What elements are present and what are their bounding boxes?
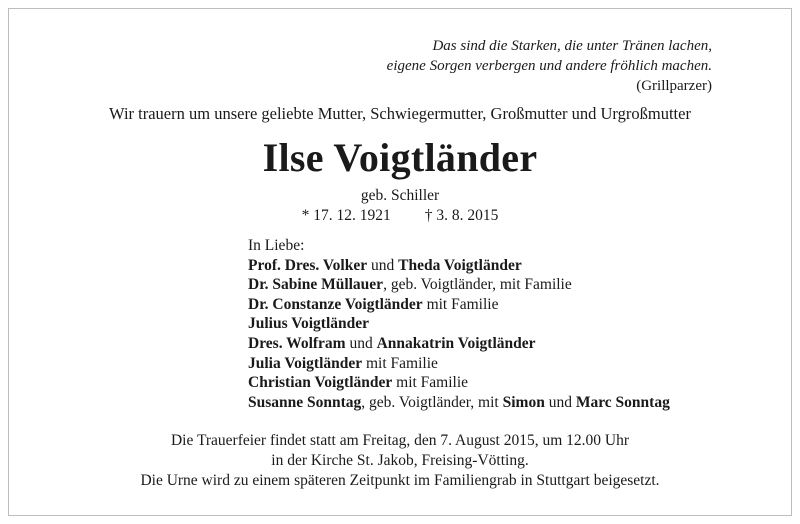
quote-line: eigene Sorgen verbergen und andere fröhlich machen.	[386, 58, 712, 74]
quote-line: Das sind die Starken, die unter Tränen lachen,	[432, 38, 712, 54]
mourner-text: und	[367, 256, 399, 274]
born-name: geb. Schiller	[360, 187, 440, 204]
mourner-name: Marc Sonntag	[575, 393, 670, 411]
mourner-name: Dr. Constanze Voigtländer	[248, 295, 423, 313]
mourner-name: Susanne Sonntag	[248, 393, 362, 411]
mourner-name: Julius Voigtländer	[248, 315, 370, 333]
mourner-row	[248, 354, 670, 374]
mourner-name: Theda Voigtländer	[398, 256, 522, 274]
mourner-row	[248, 334, 670, 354]
mourners-heading: In Liebe:	[248, 237, 305, 254]
mourner-name: Simon	[502, 393, 545, 411]
mourner-row	[248, 393, 670, 413]
death-date: † 3. 8. 2015	[424, 207, 499, 224]
mourners-list	[248, 236, 670, 412]
burial-line: Die Urne wird zu einem späteren Zeitpunkt im Familiengrab in Stuttgart beigesetzt.	[140, 472, 660, 489]
mourner-text: und	[544, 393, 576, 411]
deceased-name: Ilse Voigtländer	[262, 135, 538, 180]
mourner-text: , geb. Voigtländer, mit Familie	[383, 276, 572, 294]
quote-block	[387, 36, 712, 96]
mourner-name: Prof. Dres. Volker	[248, 256, 368, 274]
quote-author: (Grillparzer)	[636, 78, 712, 94]
mourner-text: mit Familie	[362, 354, 438, 372]
mourner-row	[248, 256, 670, 276]
mourner-row	[248, 314, 670, 334]
mourner-name: Dr. Sabine Müllauer	[248, 276, 384, 294]
mourner-text: mit Familie	[392, 374, 469, 392]
service-info	[0, 431, 800, 491]
mourner-row	[248, 275, 670, 295]
mourner-text: , geb. Voigtländer, mit	[361, 393, 503, 411]
mourner-text: mit Familie	[422, 295, 499, 313]
birth-date: * 17. 12. 1921	[301, 207, 391, 224]
mourner-name: Annakatrin Voigtländer	[376, 334, 536, 352]
service-line: Die Trauerfeier findet statt am Freitag, den 7. August 2015, um 12.00 Uhr	[170, 432, 630, 449]
service-line: in der Kirche St. Jakob, Freising-Vötting.	[271, 452, 529, 469]
mourner-row	[248, 295, 670, 315]
life-dates	[0, 207, 800, 225]
intro-text: Wir trauern um unsere geliebte Mutter, Schwiegermutter, Großmutter und Urgroßmutter	[109, 104, 691, 123]
mourner-name: Dres. Wolfram	[248, 334, 346, 352]
mourner-name: Christian Voigtländer	[248, 374, 393, 392]
mourner-row	[248, 373, 670, 393]
mourner-name: Julia Voigtländer	[248, 354, 363, 372]
mourner-text: und	[345, 334, 377, 352]
